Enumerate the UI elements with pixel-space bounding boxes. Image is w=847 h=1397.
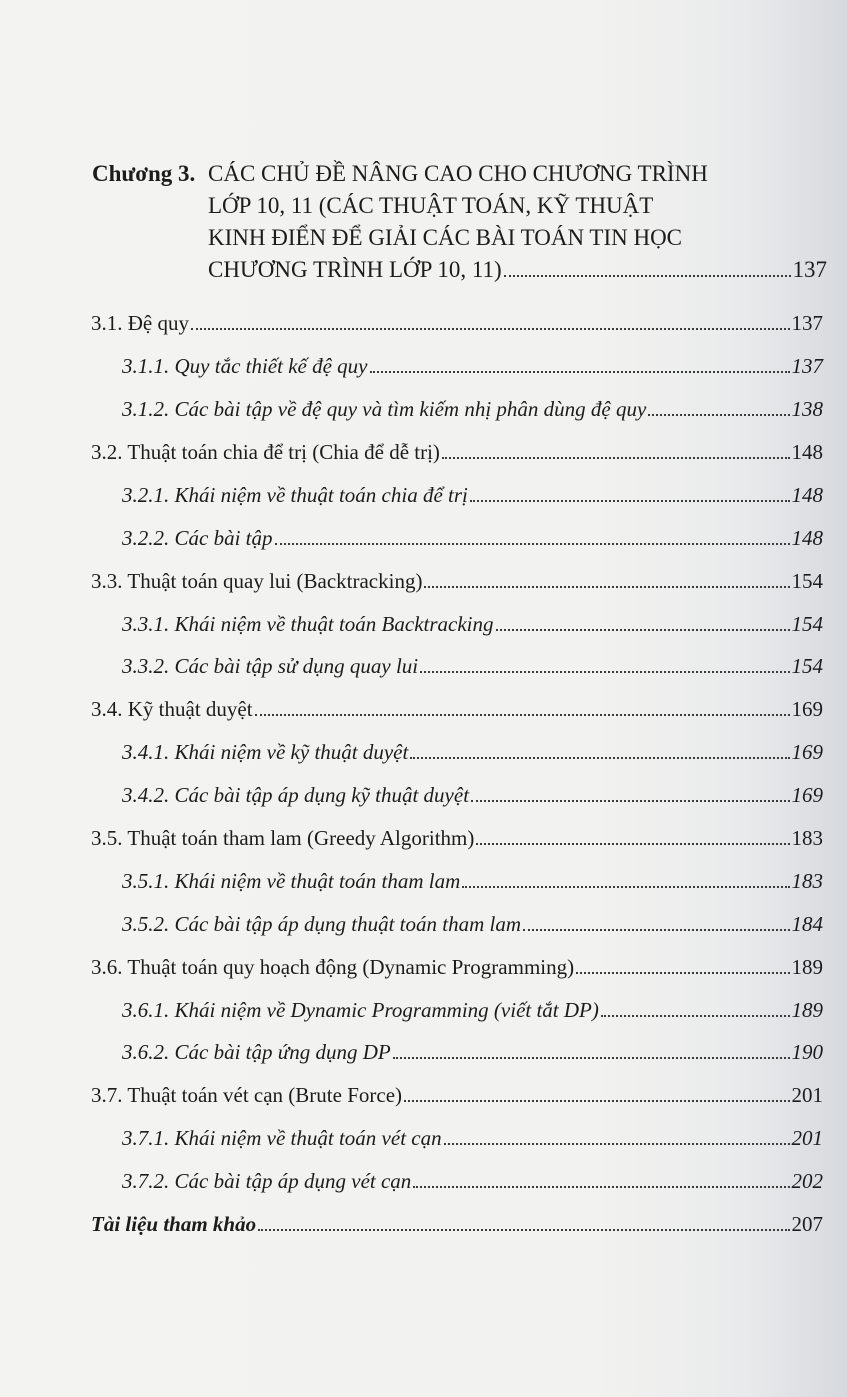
entry-title: 3.7.1. Khái niệm về thuật toán vét cạn	[122, 1126, 442, 1150]
page-number: 137	[791, 354, 823, 378]
entry-title: 3.7. Thuật toán vét cạn (Brute Force)	[91, 1083, 403, 1107]
page-number: 169	[791, 697, 823, 721]
page-number: 183	[791, 826, 823, 850]
page-number: 183	[791, 869, 823, 893]
page-number: 148	[791, 526, 823, 550]
dot-leader	[370, 370, 790, 373]
dot-leader	[275, 542, 790, 545]
toc-entry-3-3[interactable]	[91, 567, 823, 595]
page-number: 169	[791, 783, 823, 807]
entry-title: 3.4.1. Khái niệm về kỹ thuật duyệt	[122, 740, 409, 764]
page-number: 189	[791, 998, 823, 1022]
entry-title: 3.2. Thuật toán chia để trị (Chia để dễ trị)	[91, 440, 440, 464]
entry-title: 3.1.2. Các bài tập về đệ quy và tìm kiếm nhị phân dùng đệ quy	[122, 397, 647, 421]
toc-entry-3-1[interactable]	[91, 309, 823, 337]
toc-entry-3-2[interactable]	[91, 438, 823, 466]
dot-leader	[413, 1185, 789, 1188]
dot-leader	[523, 928, 790, 931]
entry-title: 3.5. Thuật toán tham lam (Greedy Algorithm)	[91, 826, 475, 850]
entry-title: 3.2.1. Khái niệm về thuật toán chia để trị	[122, 483, 468, 507]
dot-leader	[444, 1142, 790, 1145]
dot-leader	[442, 456, 790, 459]
toc-entry-3-4-1[interactable]	[122, 738, 823, 766]
entry-title: Tài liệu tham khảo	[91, 1212, 257, 1236]
page-number: 190	[791, 1040, 823, 1064]
chapter-label: Chương 3.	[92, 161, 196, 186]
chapter-title-line: KINH ĐIỂN ĐỂ GIẢI CÁC BÀI TOÁN TIN HỌC	[208, 225, 683, 250]
dot-leader	[410, 756, 789, 759]
dot-leader	[420, 670, 789, 673]
entry-title: 3.1.1. Quy tắc thiết kế đệ quy	[122, 354, 368, 378]
toc-entry-3-1-2[interactable]	[122, 395, 823, 423]
toc-entry-3-7[interactable]	[91, 1081, 823, 1109]
toc-entry-3-4[interactable]	[91, 695, 823, 723]
entry-title: 3.2.2. Các bài tập	[122, 526, 273, 550]
entry-title: 3.7.2. Các bài tập áp dụng vét cạn	[122, 1169, 412, 1193]
dot-leader	[462, 885, 789, 888]
toc-entry-3-2-1[interactable]	[122, 481, 823, 509]
toc-entry-3-5-2[interactable]	[122, 910, 823, 938]
toc-entry-3-5[interactable]	[91, 824, 823, 852]
entry-title: 3.6.2. Các bài tập ứng dụng DP	[122, 1040, 391, 1064]
dot-leader	[404, 1099, 789, 1102]
toc-entry-3-3-1[interactable]	[122, 610, 823, 638]
dot-leader	[191, 327, 790, 330]
entry-title: 3.3.1. Khái niệm về thuật toán Backtracking	[122, 612, 494, 636]
page-number: 137	[791, 311, 823, 335]
page-number: 137	[792, 257, 827, 282]
chapter-title-line: LỚP 10, 11 (CÁC THUẬT TOÁN, KỸ THUẬT	[208, 193, 654, 218]
toc-entry-3-3-2[interactable]	[122, 652, 823, 680]
entry-title: 3.5.2. Các bài tập áp dụng thuật toán tham lam	[122, 912, 521, 936]
dot-leader	[504, 274, 791, 277]
entry-title: 3.3. Thuật toán quay lui (Backtracking)	[91, 569, 423, 593]
page-number: 148	[791, 483, 823, 507]
dot-leader	[576, 971, 789, 974]
toc-entry-3-7-1[interactable]	[122, 1124, 823, 1152]
entry-title: 3.4.2. Các bài tập áp dụng kỹ thuật duyệt	[122, 783, 470, 807]
dot-leader	[476, 842, 789, 845]
toc-entry-3-7-2[interactable]	[122, 1167, 823, 1195]
dot-leader	[424, 585, 789, 588]
page-number: 138	[791, 397, 823, 421]
page-number: 207	[791, 1212, 823, 1236]
chapter-title-line: CÁC CHỦ ĐỀ NÂNG CAO CHO CHƯƠNG TRÌNH	[208, 161, 708, 186]
page-number: 189	[791, 955, 823, 979]
page-number: 154	[791, 654, 823, 678]
toc-entry-3-5-1[interactable]	[122, 867, 823, 895]
page-number: 184	[791, 912, 823, 936]
entry-title: 3.5.1. Khái niệm về thuật toán tham lam	[122, 869, 461, 893]
entry-title: 3.4. Kỹ thuật duyệt	[91, 697, 253, 721]
entry-title: 3.6. Thuật toán quy hoạch động (Dynamic Programming)	[91, 955, 575, 979]
toc-entry-3-6[interactable]	[91, 953, 823, 981]
page-number: 201	[791, 1083, 823, 1107]
entry-title: 3.6.1. Khái niệm về Dynamic Programming (viết tắt DP)	[122, 998, 599, 1022]
page-number: 148	[791, 440, 823, 464]
dot-leader	[471, 799, 789, 802]
chapter-title	[208, 158, 827, 286]
dot-leader	[601, 1014, 790, 1017]
dot-leader	[258, 1228, 789, 1231]
toc-entry-3-2-2[interactable]	[122, 524, 823, 552]
entry-title: 3.1. Đệ quy	[91, 311, 189, 335]
toc-entry-3-6-1[interactable]	[122, 996, 823, 1024]
dot-leader	[255, 713, 790, 716]
page-number: 154	[791, 612, 823, 636]
dot-leader	[393, 1056, 790, 1059]
chapter-title-line: CHƯƠNG TRÌNH LỚP 10, 11)	[208, 257, 502, 282]
page-number: 169	[791, 740, 823, 764]
page-number: 154	[791, 569, 823, 593]
dot-leader	[470, 499, 790, 502]
dot-leader	[648, 413, 789, 416]
page-number: 202	[791, 1169, 823, 1193]
toc-entry-3-6-2[interactable]	[122, 1038, 823, 1066]
toc-entry-3-1-1[interactable]	[122, 352, 823, 380]
chapter-title-last-line[interactable]	[208, 254, 827, 286]
dot-leader	[496, 628, 790, 631]
toc-entry-3-4-2[interactable]	[122, 781, 823, 809]
entry-title: 3.3.2. Các bài tập sử dụng quay lui	[122, 654, 419, 678]
toc-entry-references[interactable]	[91, 1210, 823, 1238]
page-number: 201	[791, 1126, 823, 1150]
